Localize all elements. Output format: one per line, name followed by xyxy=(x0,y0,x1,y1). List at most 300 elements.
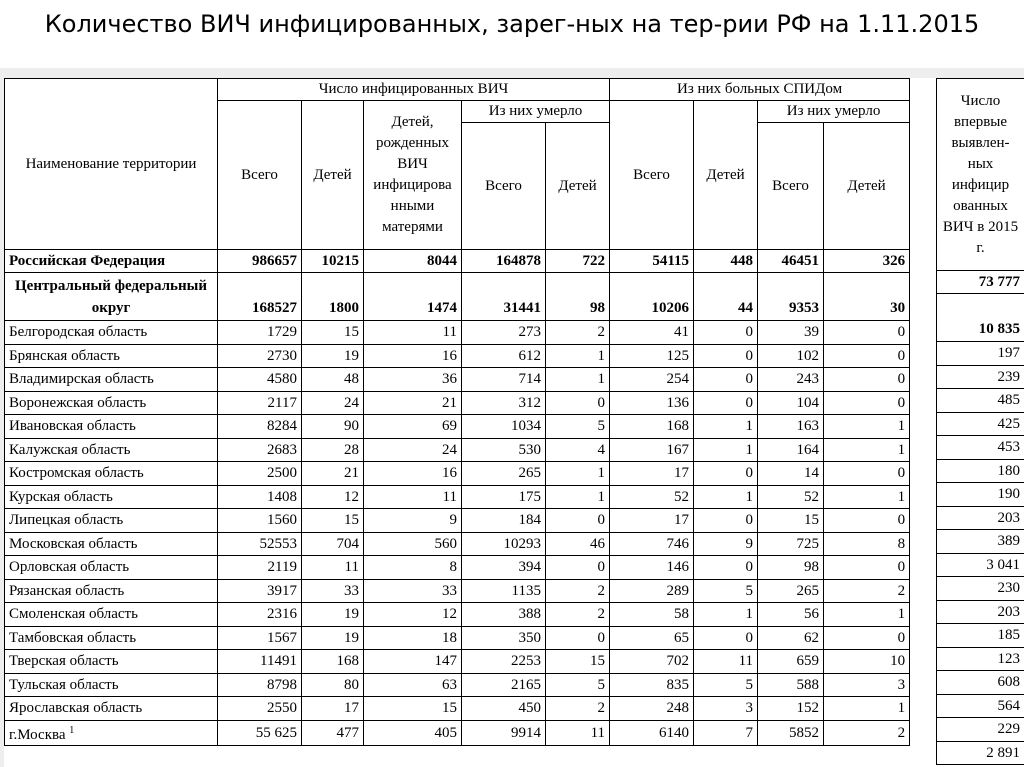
table-row xyxy=(5,250,910,273)
cell-aids-died-children: 326 xyxy=(824,250,910,273)
cell-aids-died-total: 725 xyxy=(758,532,824,556)
cell-aids-children: 0 xyxy=(694,462,758,486)
new-cases-row xyxy=(937,624,1024,648)
cell-died-children: 98 xyxy=(546,273,610,321)
header-infected-group: Число инфицированных ВИЧ xyxy=(218,79,610,101)
new-cases-row xyxy=(937,436,1024,460)
cell-total: 3917 xyxy=(218,579,302,603)
cell-total: 2683 xyxy=(218,438,302,462)
cell-born: 21 xyxy=(364,391,462,415)
cell-aids-children: 1 xyxy=(694,415,758,439)
cell-died-total: 388 xyxy=(462,603,546,627)
cell-died-children: 1 xyxy=(546,368,610,392)
table-row xyxy=(5,626,910,650)
cell-new-cases: 123 xyxy=(937,647,1024,671)
header-aids-group: Из них больных СПИДом xyxy=(610,79,910,101)
cell-died-total: 10293 xyxy=(462,532,546,556)
new-cases-row xyxy=(937,647,1024,671)
cell-total: 1408 xyxy=(218,485,302,509)
territory-name xyxy=(5,368,218,392)
table-row xyxy=(5,485,910,509)
cell-died-total: 265 xyxy=(462,462,546,486)
cell-died-children: 0 xyxy=(546,626,610,650)
cell-aids-died-children: 1 xyxy=(824,485,910,509)
cell-aids-died-children: 8 xyxy=(824,532,910,556)
territory-name xyxy=(5,273,218,321)
header-aids-died-group: Из них умерло xyxy=(758,101,910,123)
cell-new-cases: 203 xyxy=(937,600,1024,624)
cell-aids-died-children: 0 xyxy=(824,556,910,580)
cell-aids-children: 0 xyxy=(694,368,758,392)
new-cases-row xyxy=(937,718,1024,742)
cell-total: 55 625 xyxy=(218,720,302,745)
cell-aids-died-children: 0 xyxy=(824,626,910,650)
territory-name xyxy=(5,415,218,439)
territory-name xyxy=(5,532,218,556)
cell-children: 80 xyxy=(302,673,364,697)
cell-aids-total: 6140 xyxy=(610,720,694,745)
header-children: Детей xyxy=(302,101,364,250)
cell-new-cases: 229 xyxy=(937,718,1024,742)
cell-born: 560 xyxy=(364,532,462,556)
cell-total: 168527 xyxy=(218,273,302,321)
cell-aids-died-total: 98 xyxy=(758,556,824,580)
table-row xyxy=(5,368,910,392)
territory-name xyxy=(5,556,218,580)
cell-new-cases: 608 xyxy=(937,671,1024,695)
cell-aids-children: 5 xyxy=(694,579,758,603)
territory-name xyxy=(5,697,218,721)
cell-died-total: 273 xyxy=(462,321,546,345)
cell-total: 8798 xyxy=(218,673,302,697)
table-row xyxy=(5,697,910,721)
cell-children: 704 xyxy=(302,532,364,556)
cell-aids-died-children: 0 xyxy=(824,344,910,368)
cell-new-cases: 2 891 xyxy=(937,741,1024,765)
cell-children: 24 xyxy=(302,391,364,415)
slide-title: Количество ВИЧ инфицированных, зарег-ных на тер-рии РФ на 1.11.2015 xyxy=(44,10,980,38)
new-cases-row xyxy=(937,365,1024,389)
cell-aids-died-total: 243 xyxy=(758,368,824,392)
cell-total: 986657 xyxy=(218,250,302,273)
cell-died-children: 2 xyxy=(546,321,610,345)
new-cases-row xyxy=(937,271,1024,294)
cell-total: 4580 xyxy=(218,368,302,392)
cell-died-children: 5 xyxy=(546,415,610,439)
territory-name xyxy=(5,673,218,697)
cell-born: 16 xyxy=(364,344,462,368)
cell-children: 21 xyxy=(302,462,364,486)
territory-label: Российская Федерация xyxy=(9,252,166,269)
cell-aids-died-children: 3 xyxy=(824,673,910,697)
cell-total: 52553 xyxy=(218,532,302,556)
cell-died-children: 4 xyxy=(546,438,610,462)
cell-aids-died-total: 62 xyxy=(758,626,824,650)
territory-label: Смоленская область xyxy=(9,606,138,623)
cell-died-total: 1135 xyxy=(462,579,546,603)
cell-total: 2500 xyxy=(218,462,302,486)
cell-new-cases: 230 xyxy=(937,577,1024,601)
cell-aids-died-total: 46451 xyxy=(758,250,824,273)
territory-label: Калужская область xyxy=(9,441,131,458)
table-row xyxy=(5,273,910,321)
header-total: Всего xyxy=(218,101,302,250)
cell-aids-died-total: 56 xyxy=(758,603,824,627)
cell-born: 8 xyxy=(364,556,462,580)
new-cases-row xyxy=(937,694,1024,718)
cell-aids-total: 168 xyxy=(610,415,694,439)
cell-children: 19 xyxy=(302,626,364,650)
cell-died-total: 164878 xyxy=(462,250,546,273)
cell-aids-children: 44 xyxy=(694,273,758,321)
table-row xyxy=(5,415,910,439)
new-cases-row xyxy=(937,671,1024,695)
header-aids-died-total: Всего xyxy=(758,123,824,250)
cell-aids-died-total: 52 xyxy=(758,485,824,509)
territory-label: Белгородская область xyxy=(9,324,148,341)
table-row xyxy=(5,650,910,674)
new-cases-row xyxy=(937,294,1024,342)
cell-aids-died-children: 1 xyxy=(824,415,910,439)
cell-children: 15 xyxy=(302,321,364,345)
cell-aids-died-children: 0 xyxy=(824,462,910,486)
cell-aids-total: 254 xyxy=(610,368,694,392)
cell-aids-total: 58 xyxy=(610,603,694,627)
cell-new-cases: 389 xyxy=(937,530,1024,554)
cell-total: 2316 xyxy=(218,603,302,627)
new-cases-row xyxy=(937,412,1024,436)
cell-died-children: 2 xyxy=(546,579,610,603)
cell-aids-died-total: 152 xyxy=(758,697,824,721)
cell-died-children: 46 xyxy=(546,532,610,556)
cell-died-children: 1 xyxy=(546,485,610,509)
header-aids-children: Детей xyxy=(694,101,758,250)
cell-born: 9 xyxy=(364,509,462,533)
cell-total: 1560 xyxy=(218,509,302,533)
new-cases-row xyxy=(937,741,1024,765)
table-row xyxy=(5,509,910,533)
cell-aids-died-children: 1 xyxy=(824,697,910,721)
territory-name xyxy=(5,321,218,345)
cell-born: 15 xyxy=(364,697,462,721)
territory-label: Московская область xyxy=(9,535,138,552)
territory-name xyxy=(5,438,218,462)
territory-label: Костромская область xyxy=(9,465,144,482)
territory-label: Брянская область xyxy=(9,347,121,364)
cell-aids-children: 11 xyxy=(694,650,758,674)
cell-aids-children: 1 xyxy=(694,485,758,509)
cell-aids-children: 448 xyxy=(694,250,758,273)
cell-children: 1800 xyxy=(302,273,364,321)
territory-label: Ивановская область xyxy=(9,418,136,435)
new-cases-row xyxy=(937,577,1024,601)
cell-total: 2730 xyxy=(218,344,302,368)
cell-aids-died-children: 0 xyxy=(824,509,910,533)
territory-name xyxy=(5,509,218,533)
cell-new-cases: 485 xyxy=(937,389,1024,413)
cell-aids-died-children: 1 xyxy=(824,603,910,627)
header-died-children: Детей xyxy=(546,123,610,250)
territory-name xyxy=(5,344,218,368)
cell-aids-died-total: 102 xyxy=(758,344,824,368)
cell-aids-died-total: 5852 xyxy=(758,720,824,745)
cell-children: 17 xyxy=(302,697,364,721)
cell-aids-died-children: 0 xyxy=(824,368,910,392)
cell-new-cases: 564 xyxy=(937,694,1024,718)
cell-died-total: 612 xyxy=(462,344,546,368)
cell-died-children: 2 xyxy=(546,697,610,721)
cell-died-total: 350 xyxy=(462,626,546,650)
cell-born: 36 xyxy=(364,368,462,392)
table-row xyxy=(5,462,910,486)
cell-aids-children: 3 xyxy=(694,697,758,721)
cell-born: 16 xyxy=(364,462,462,486)
cell-children: 33 xyxy=(302,579,364,603)
territory-name xyxy=(5,579,218,603)
cell-aids-children: 7 xyxy=(694,720,758,745)
hiv-statistics-table xyxy=(4,78,910,746)
cell-aids-children: 0 xyxy=(694,556,758,580)
cell-new-cases: 3 041 xyxy=(937,553,1024,577)
cell-aids-total: 54115 xyxy=(610,250,694,273)
cell-died-children: 2 xyxy=(546,603,610,627)
cell-children: 168 xyxy=(302,650,364,674)
cell-aids-died-children: 10 xyxy=(824,650,910,674)
cell-aids-died-total: 659 xyxy=(758,650,824,674)
cell-children: 28 xyxy=(302,438,364,462)
cell-born: 8044 xyxy=(364,250,462,273)
new-cases-row xyxy=(937,530,1024,554)
cell-aids-total: 146 xyxy=(610,556,694,580)
header-new-cases: Число впервые выявлен-ных инфицир ованных ВИЧ в 2015 г. xyxy=(937,79,1024,271)
territory-label: Воронежская область xyxy=(9,394,147,411)
cell-born: 24 xyxy=(364,438,462,462)
territory-name xyxy=(5,720,218,745)
territory-label: Орловская область xyxy=(9,559,130,576)
cell-born: 18 xyxy=(364,626,462,650)
cell-born: 63 xyxy=(364,673,462,697)
cell-aids-children: 0 xyxy=(694,321,758,345)
cell-new-cases: 185 xyxy=(937,624,1024,648)
territory-name xyxy=(5,626,218,650)
cell-aids-children: 0 xyxy=(694,509,758,533)
new-cases-body xyxy=(937,271,1024,765)
table-row xyxy=(5,391,910,415)
header-territory: Наименование территории xyxy=(5,79,218,250)
cell-total: 11491 xyxy=(218,650,302,674)
cell-died-children: 15 xyxy=(546,650,610,674)
cell-aids-children: 0 xyxy=(694,626,758,650)
table-row xyxy=(5,532,910,556)
new-cases-row xyxy=(937,483,1024,507)
cell-children: 477 xyxy=(302,720,364,745)
footnote-mark: 1 xyxy=(69,724,75,736)
cell-died-total: 530 xyxy=(462,438,546,462)
cell-aids-total: 52 xyxy=(610,485,694,509)
cell-aids-died-total: 14 xyxy=(758,462,824,486)
header-aids-total: Всего xyxy=(610,101,694,250)
cell-total: 2119 xyxy=(218,556,302,580)
cell-aids-died-total: 39 xyxy=(758,321,824,345)
territory-label: Центральный федеральный округ xyxy=(15,278,207,316)
cell-aids-children: 1 xyxy=(694,438,758,462)
cell-aids-died-children: 2 xyxy=(824,579,910,603)
cell-died-children: 11 xyxy=(546,720,610,745)
cell-aids-died-total: 104 xyxy=(758,391,824,415)
cell-died-total: 1034 xyxy=(462,415,546,439)
territory-label: Рязанская область xyxy=(9,582,125,599)
territory-label: Владимирская область xyxy=(9,371,154,388)
cell-aids-died-total: 9353 xyxy=(758,273,824,321)
cell-aids-children: 9 xyxy=(694,532,758,556)
cell-new-cases: 425 xyxy=(937,412,1024,436)
territory-label: Курская область xyxy=(9,488,113,505)
cell-children: 90 xyxy=(302,415,364,439)
cell-aids-died-total: 265 xyxy=(758,579,824,603)
cell-died-total: 714 xyxy=(462,368,546,392)
cell-total: 2117 xyxy=(218,391,302,415)
cell-aids-total: 289 xyxy=(610,579,694,603)
cell-died-total: 2165 xyxy=(462,673,546,697)
cell-aids-children: 5 xyxy=(694,673,758,697)
cell-died-total: 175 xyxy=(462,485,546,509)
header-died-total: Всего xyxy=(462,123,546,250)
cell-children: 12 xyxy=(302,485,364,509)
cell-died-total: 184 xyxy=(462,509,546,533)
cell-aids-died-children: 1 xyxy=(824,438,910,462)
scanned-table-area xyxy=(4,78,1024,767)
cell-children: 19 xyxy=(302,344,364,368)
cell-aids-total: 702 xyxy=(610,650,694,674)
cell-born: 1474 xyxy=(364,273,462,321)
cell-died-total: 450 xyxy=(462,697,546,721)
cell-new-cases: 453 xyxy=(937,436,1024,460)
cell-died-total: 394 xyxy=(462,556,546,580)
cell-aids-died-total: 163 xyxy=(758,415,824,439)
cell-new-cases: 180 xyxy=(937,459,1024,483)
cell-total: 1729 xyxy=(218,321,302,345)
cell-total: 2550 xyxy=(218,697,302,721)
cell-died-children: 0 xyxy=(546,509,610,533)
new-cases-row xyxy=(937,553,1024,577)
territory-label: Тверская область xyxy=(9,653,119,670)
cell-new-cases: 197 xyxy=(937,342,1024,366)
cell-born: 405 xyxy=(364,720,462,745)
table-row xyxy=(5,603,910,627)
territory-label: Тамбовская область xyxy=(9,629,137,646)
cell-died-children: 0 xyxy=(546,391,610,415)
header-aids-died-children: Детей xyxy=(824,123,910,250)
territory-label: Тульская область xyxy=(9,676,119,693)
cell-new-cases: 190 xyxy=(937,483,1024,507)
table-row xyxy=(5,438,910,462)
cell-died-children: 0 xyxy=(546,556,610,580)
new-cases-row xyxy=(937,600,1024,624)
new-cases-row xyxy=(937,506,1024,530)
cell-aids-children: 0 xyxy=(694,391,758,415)
cell-new-cases: 73 777 xyxy=(937,271,1024,294)
new-cases-row xyxy=(937,459,1024,483)
header-born-children: Детей, рожденных ВИЧ инфицирова нными матерями xyxy=(364,101,462,250)
cell-new-cases: 10 835 xyxy=(937,294,1024,342)
cell-aids-died-children: 30 xyxy=(824,273,910,321)
table-body xyxy=(5,250,910,746)
cell-children: 11 xyxy=(302,556,364,580)
cell-children: 15 xyxy=(302,509,364,533)
cell-aids-total: 835 xyxy=(610,673,694,697)
cell-children: 48 xyxy=(302,368,364,392)
cell-aids-died-children: 0 xyxy=(824,321,910,345)
territory-name xyxy=(5,391,218,415)
cell-aids-total: 17 xyxy=(610,462,694,486)
cell-born: 11 xyxy=(364,485,462,509)
table-row xyxy=(5,673,910,697)
cell-aids-children: 0 xyxy=(694,344,758,368)
cell-died-children: 1 xyxy=(546,344,610,368)
cell-aids-total: 125 xyxy=(610,344,694,368)
cell-aids-total: 746 xyxy=(610,532,694,556)
cell-aids-total: 65 xyxy=(610,626,694,650)
cell-born: 69 xyxy=(364,415,462,439)
territory-label: Липецкая область xyxy=(9,512,124,529)
cell-children: 10215 xyxy=(302,250,364,273)
cell-aids-total: 17 xyxy=(610,509,694,533)
cell-born: 147 xyxy=(364,650,462,674)
territory-name xyxy=(5,603,218,627)
territory-name xyxy=(5,250,218,273)
table-row xyxy=(5,344,910,368)
cell-died-total: 2253 xyxy=(462,650,546,674)
cell-died-total: 31441 xyxy=(462,273,546,321)
cell-aids-died-total: 164 xyxy=(758,438,824,462)
cell-aids-died-total: 15 xyxy=(758,509,824,533)
cell-died-total: 9914 xyxy=(462,720,546,745)
cell-died-children: 722 xyxy=(546,250,610,273)
cell-total: 8284 xyxy=(218,415,302,439)
header-died-group: Из них умерло xyxy=(462,101,610,123)
territory-name xyxy=(5,485,218,509)
territory-label: г.Москва xyxy=(9,726,66,743)
cell-died-children: 1 xyxy=(546,462,610,486)
territory-name xyxy=(5,650,218,674)
cell-born: 12 xyxy=(364,603,462,627)
cell-born: 33 xyxy=(364,579,462,603)
cell-aids-total: 10206 xyxy=(610,273,694,321)
cell-aids-died-total: 588 xyxy=(758,673,824,697)
cell-children: 19 xyxy=(302,603,364,627)
new-cases-row xyxy=(937,389,1024,413)
cell-died-children: 5 xyxy=(546,673,610,697)
cell-born: 11 xyxy=(364,321,462,345)
cell-aids-total: 136 xyxy=(610,391,694,415)
territory-name xyxy=(5,462,218,486)
cell-new-cases: 239 xyxy=(937,365,1024,389)
new-cases-row xyxy=(937,342,1024,366)
cell-aids-total: 41 xyxy=(610,321,694,345)
cell-aids-total: 167 xyxy=(610,438,694,462)
cell-new-cases: 203 xyxy=(937,506,1024,530)
new-cases-table xyxy=(936,78,1024,765)
table-row xyxy=(5,321,910,345)
cell-died-total: 312 xyxy=(462,391,546,415)
cell-total: 1567 xyxy=(218,626,302,650)
territory-label: Ярославская область xyxy=(9,700,143,717)
table-row xyxy=(5,556,910,580)
table-row xyxy=(5,720,910,745)
table-row xyxy=(5,579,910,603)
cell-aids-total: 248 xyxy=(610,697,694,721)
cell-aids-died-children: 0 xyxy=(824,391,910,415)
